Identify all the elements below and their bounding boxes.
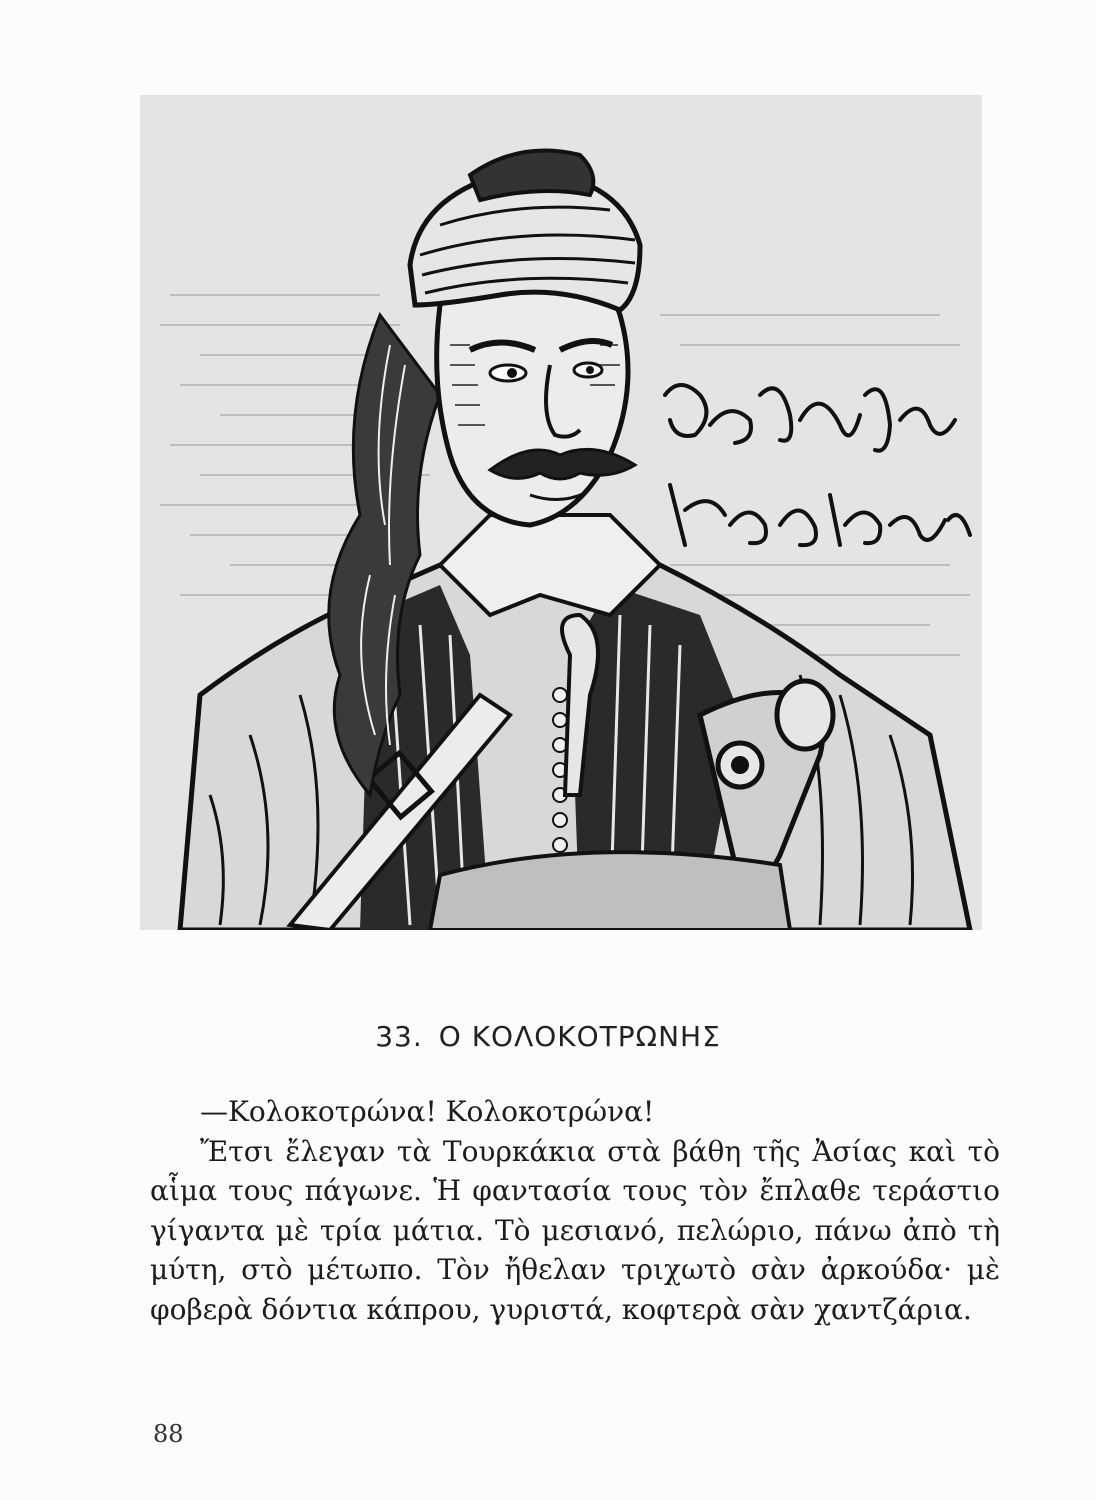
opening-dialogue-line: —Κολοκοτρώνα! Κολοκοτρώνα! — [200, 1095, 655, 1128]
body-paragraph: Ἔτσι ἔλεγαν τὰ Τουρκάκια στὰ βάθη τῆς Ἀσίας καὶ τὸ αἷμα τους πάγωνε. Ἡ φαντασία τους τὸν ἔπλαθε τεράστιο γίγαντα μὲ τρία μάτια. Τὸ μεσιανό, πελώριο, πάνω ἀπὸ τὴ μύτη, στὸ μέτωπο. Τὸν ἤθελαν τριχωτὸ σὰν ἀρκούδα· μὲ φοβερὰ δόντια κάπρου, γυριστά, κοφτερὰ σὰν χαντζάρια. — [150, 1134, 1000, 1326]
chapter-title: Ο ΚΟΛΟΚΟΤΡΩΝΗΣ — [438, 1020, 721, 1053]
chapter-heading — [0, 1020, 1096, 1053]
portrait-woodcut — [140, 95, 982, 930]
page-number: 88 — [153, 1420, 184, 1448]
handwritten-signature — [140, 95, 982, 930]
chapter-body — [150, 1092, 1000, 1329]
chapter-number: 33. — [375, 1020, 423, 1053]
